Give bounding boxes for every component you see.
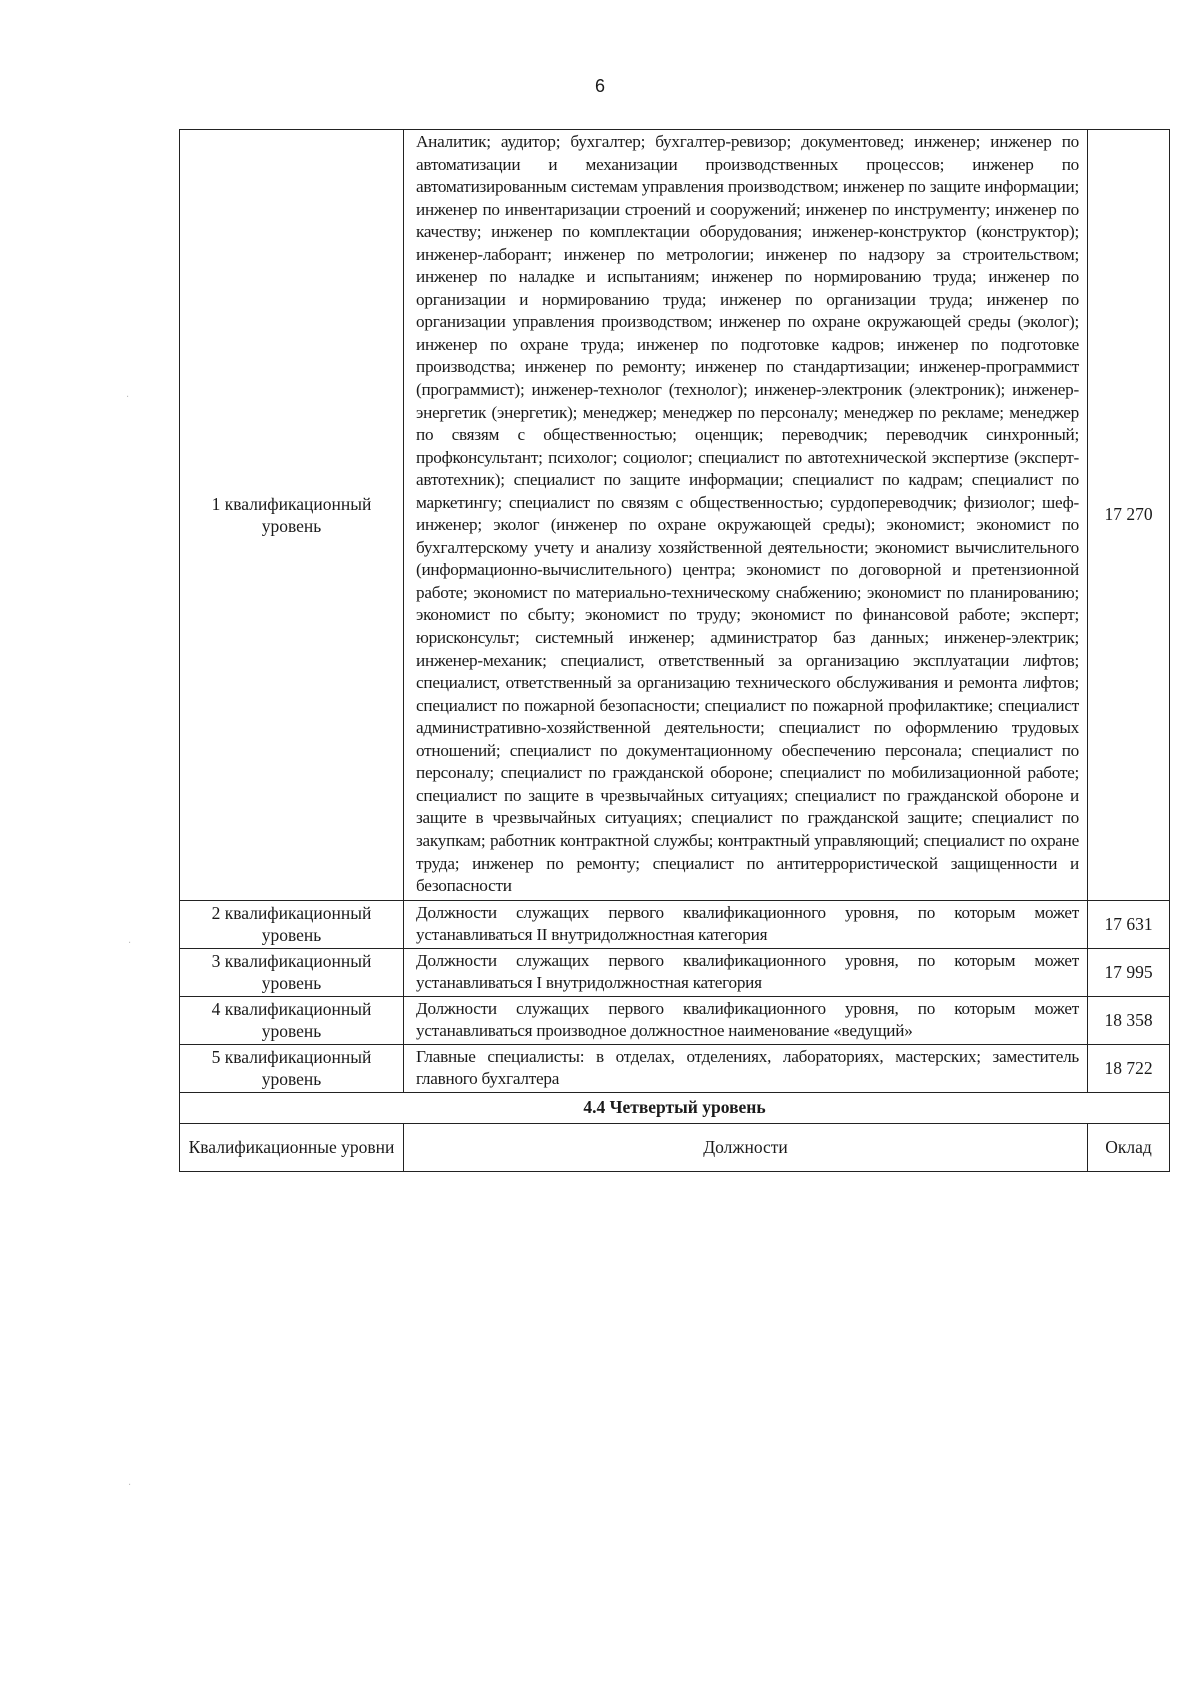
page-number: 6 <box>594 76 605 96</box>
section-title: 4.4 Четвертый уровень <box>180 1092 1170 1123</box>
positions-text: Должности служащих первого квалификационного уровня, по которым может устанавливаться I внутридолжностная категория <box>416 951 1079 992</box>
table-row <box>180 900 1170 948</box>
positions-text: Должности служащих первого квалификационного уровня, по которым может устанавливаться II внутридолжностная категория <box>416 903 1079 944</box>
column-header-row <box>180 1123 1170 1171</box>
positions-text: Аналитик; аудитор; бухгалтер; бухгалтер-ревизор; документовед; инженер; инженер по автоматизации и механизации производственных процессов; инженер по автоматизированным системам управления производством; инженер по защите информации; инженер по инвентаризации строений и сооружений; инженер по инструменту; инженер по качеству; инженер по комплектации оборудования; инженер-конструктор (конструктор); инженер-лаборант; инженер по метрологии; инженер по надзору за строительством; инженер по наладке и испытаниям; инженер по нормированию труда; инженер по организации и нормированию труда; инженер по организации труда; инженер по организации управления производством; инженер по охране окружающей среды (эколог); инженер по охране труда; инженер по подготовке кадров; инженер по подготовке производства; инженер по ремонту; инженер по стандартизации; инженер-программист (программист); инженер-технолог (технолог); инженер-электроник (электроник); инженер-энергетик (энергетик); менеджер; менеджер по персоналу; менеджер по рекламе; менеджер по связям с общественностью; оценщик; переводчик; переводчик синхронный; профконсультант; психолог; социолог; специалист по автотехнической экспертизе (эксперт-автотехник); специалист по защите информации; специалист по кадрам; специалист по маркетингу; специалист по связям с общественностью; сурдопереводчик; физиолог; шеф-инженер; эколог (инженер по охране окружающей среды); экономист; экономист по бухгалтерскому учету и анализу хозяйственной деятельности; экономист вычислительного (информационно-вычислительного) центра; экономист по договорной и претензионной работе; экономист по материально-техническому снабжению; экономист по планированию; экономист по сбыту; экономист по труду; экономист по финансовой работе; эксперт; юрисконсульт; системный инженер; администратор баз данных; инженер-электрик; инженер-механик; специалист, ответственный за организацию эксплуатации лифтов; специалист, ответственный за организацию технического обслуживания и ремонта лифтов; специалист по пожарной безопасности; специалист по пожарной профилактике; специалист административно-хозяйственной деятельности; специалист по оформлению трудовых отношений; специалист по документационному обеспечению персонала; специалист по персоналу; специалист по гражданской обороне; специалист по мобилизационной работе; специалист по защите в чрезвычайных ситуациях; специалист по гражданской обороне и защите в чрезвычайных ситуациях; специалист по гражданской защите; специалист по закупкам; работник контрактной службы; контрактный управляющий; специалист по охране труда; инженер по ремонту; специалист по антитеррористической защищенности и безопасности <box>416 132 1079 896</box>
column-header-level: Квалификационные уровни <box>180 1123 404 1171</box>
level-cell: 1 квалификационный уровень <box>180 130 404 901</box>
salary-cell: 17 631 <box>1088 900 1170 948</box>
table-row <box>180 130 1170 901</box>
positions-text: Главные специалисты: в отделах, отделениях, лабораториях, мастерских; заместитель главного бухгалтера <box>416 1047 1079 1088</box>
margin-scan-mark: · <box>126 392 130 403</box>
salary-cell: 17 270 <box>1088 130 1170 901</box>
section-row <box>180 1092 1170 1123</box>
table-row <box>180 1044 1170 1092</box>
table-row <box>180 948 1170 996</box>
positions-cell <box>404 1044 1088 1092</box>
positions-cell <box>404 996 1088 1044</box>
level-cell: 5 квалификационный уровень <box>180 1044 404 1092</box>
positions-cell <box>404 900 1088 948</box>
column-header-positions: Должности <box>404 1123 1088 1171</box>
salary-cell: 18 358 <box>1088 996 1170 1044</box>
level-cell: 3 квалификационный уровень <box>180 948 404 996</box>
positions-cell <box>404 948 1088 996</box>
column-header-salary: Оклад <box>1088 1123 1170 1171</box>
level-cell: 4 квалификационный уровень <box>180 996 404 1044</box>
positions-text: Должности служащих первого квалификационного уровня, по которым может устанавливаться производное должностное наименование «ведущий» <box>416 999 1079 1040</box>
salary-cell: 18 722 <box>1088 1044 1170 1092</box>
level-cell: 2 квалификационный уровень <box>180 900 404 948</box>
salary-cell: 17 995 <box>1088 948 1170 996</box>
salary-table <box>179 129 1170 1172</box>
positions-cell <box>404 130 1088 901</box>
margin-scan-mark: · <box>128 1480 132 1491</box>
margin-scan-mark: · <box>128 938 132 949</box>
table-row <box>180 996 1170 1044</box>
